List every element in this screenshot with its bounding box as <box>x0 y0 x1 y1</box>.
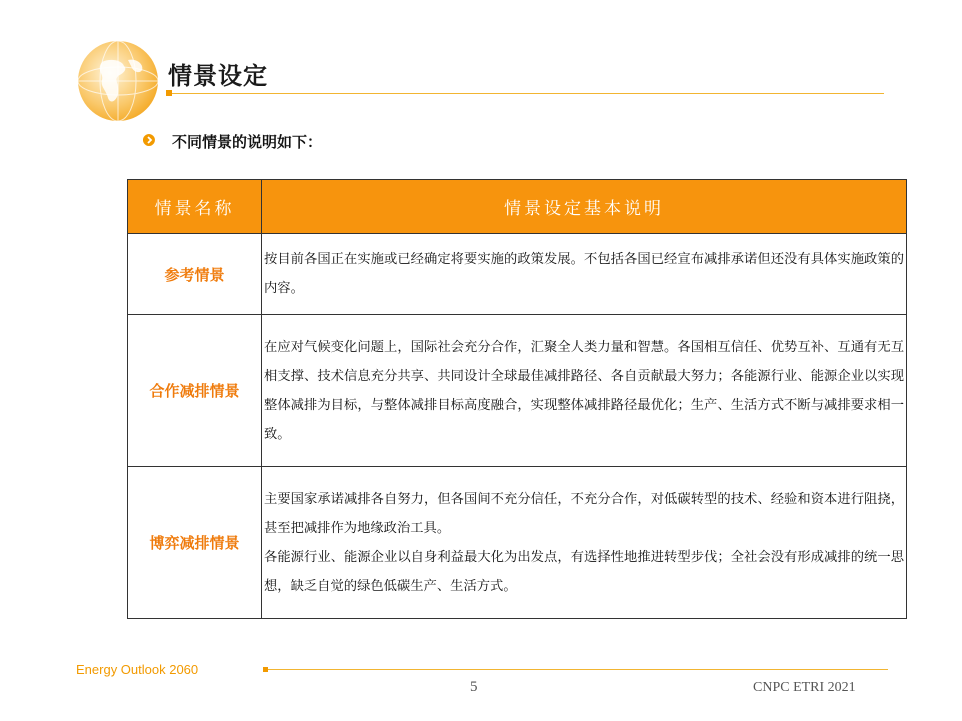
column-header-description: 情景设定基本说明 <box>262 180 907 234</box>
column-header-name: 情景名称 <box>128 180 262 234</box>
intro-text: 不同情景的说明如下： <box>172 133 323 151</box>
orange-bullet-icon <box>143 133 155 147</box>
table-row <box>128 234 907 315</box>
scenario-name: 博弈减排情景 <box>128 467 262 619</box>
title-divider <box>172 93 884 94</box>
description-paragraph: 在应对气候变化问题上，国际社会充分合作，汇聚全人类力量和智慧。各国相互信任、优势互补、互通有无互相支撑、技术信息充分共享、共同设计全球最佳减排路径、各自贡献最大努力；各能源行业、能源企业以实现整体减排为目标，与整体减排目标高度融合，实现整体减排路径最优化；生产、生活方式不断与减排要求相一致。 <box>264 339 904 442</box>
scenario-description <box>262 315 907 467</box>
description-paragraph: 主要国家承诺减排各自努力，但各国间不充分信任，不充分合作，对低碳转型的技术、经验和资本进行阻挠，甚至把减排作为地缘政治工具。 <box>264 491 904 536</box>
scenario-name: 参考情景 <box>128 234 262 315</box>
description-paragraph: 各能源行业、能源企业以自身利益最大化为出发点，有选择性地推进转型步伐；全社会没有形成减排的统一思想，缺乏自觉的绿色低碳生产、生活方式。 <box>264 549 904 594</box>
description-paragraph: 按目前各国正在实施或已经确定将要实施的政策发展。不包括各国已经宣布减排承诺但还没有具体实施政策的内容。 <box>264 252 904 296</box>
table-header-row <box>128 180 907 234</box>
footer-divider <box>268 669 888 670</box>
page-number: 5 <box>470 679 478 695</box>
globe-icon <box>72 40 172 122</box>
table-row <box>128 467 907 619</box>
scenario-description <box>262 234 907 315</box>
footer-brand: Energy Outlook 2060 <box>76 662 199 677</box>
page-title: 情景设定 <box>168 62 268 90</box>
scenario-table <box>127 179 907 619</box>
scenario-name: 合作减排情景 <box>128 315 262 467</box>
scenario-description <box>262 467 907 619</box>
table-row <box>128 315 907 467</box>
footer-org: CNPC ETRI 2021 <box>753 680 856 695</box>
